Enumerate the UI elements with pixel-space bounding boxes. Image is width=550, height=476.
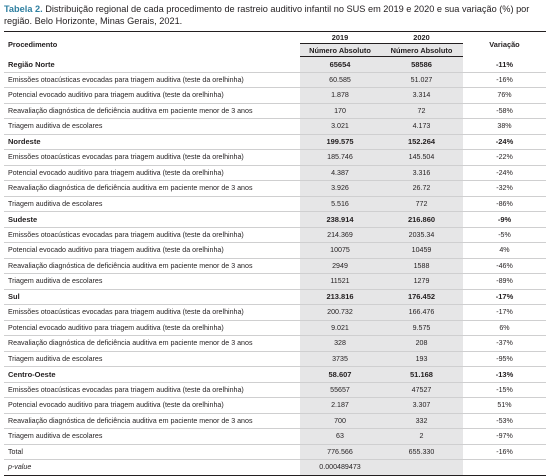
data-table	[4, 31, 546, 476]
value-2020-cell: 152.264	[380, 134, 463, 150]
value-2020-cell: 10459	[380, 243, 463, 259]
variation-cell: -17%	[463, 289, 546, 305]
variation-cell: -95%	[463, 351, 546, 367]
procedure-cell: Potencial evocado auditivo para triagem auditiva (teste da orelhinha)	[4, 320, 300, 336]
value-2019-cell: 3735	[300, 351, 380, 367]
procedure-cell: Triagem auditiva de escolares	[4, 274, 300, 290]
header-variation: Variação	[463, 32, 546, 57]
table-row	[4, 196, 546, 212]
table-row	[4, 72, 546, 88]
procedure-cell: Triagem auditiva de escolares	[4, 351, 300, 367]
value-2020-cell: 166.476	[380, 305, 463, 321]
procedure-cell: Emissões otoacústicas evocadas para triagem auditiva (teste da orelhinha)	[4, 227, 300, 243]
value-2019-cell: 3.021	[300, 119, 380, 135]
variation-cell: -17%	[463, 305, 546, 321]
value-2020-cell: 216.860	[380, 212, 463, 228]
value-2020-cell: 176.452	[380, 289, 463, 305]
procedure-cell: p-value	[4, 460, 300, 476]
total-row	[4, 444, 546, 460]
table-row	[4, 181, 546, 197]
value-2020-cell: 4.173	[380, 119, 463, 135]
variation-cell: 38%	[463, 119, 546, 135]
value-2020-cell: 3.307	[380, 398, 463, 414]
procedure-cell: Reavaliação diagnóstica de deficiência auditiva em paciente menor de 3 anos	[4, 181, 300, 197]
header-procedure: Procedimento	[4, 32, 300, 57]
value-2019-cell: 2.187	[300, 398, 380, 414]
value-2019-cell: 0.000489473	[300, 460, 380, 476]
variation-cell: -37%	[463, 336, 546, 352]
value-2020-cell: 2	[380, 429, 463, 445]
procedure-cell: Emissões otoacústicas evocadas para triagem auditiva (teste da orelhinha)	[4, 72, 300, 88]
value-2020-cell: 2035.34	[380, 227, 463, 243]
variation-cell: -22%	[463, 150, 546, 166]
value-2019-cell: 63	[300, 429, 380, 445]
value-2019-cell: 9.021	[300, 320, 380, 336]
value-2019-cell: 4.387	[300, 165, 380, 181]
procedure-cell: Potencial evocado auditivo para triagem auditiva (teste da orelhinha)	[4, 243, 300, 259]
header-year-2019: 2019	[300, 32, 380, 44]
procedure-cell: Triagem auditiva de escolares	[4, 429, 300, 445]
value-2019-cell: 214.369	[300, 227, 380, 243]
value-2019-cell: 328	[300, 336, 380, 352]
value-2019-cell: 199.575	[300, 134, 380, 150]
value-2020-cell: 145.504	[380, 150, 463, 166]
table-row	[4, 150, 546, 166]
value-2019-cell: 11521	[300, 274, 380, 290]
value-2020-cell: 655.330	[380, 444, 463, 460]
value-2020-cell: 1279	[380, 274, 463, 290]
procedure-cell: Emissões otoacústicas evocadas para triagem auditiva (teste da orelhinha)	[4, 150, 300, 166]
variation-cell: -16%	[463, 72, 546, 88]
value-2019-cell: 776.566	[300, 444, 380, 460]
table-row	[4, 429, 546, 445]
procedure-cell: Potencial evocado auditivo para triagem auditiva (teste da orelhinha)	[4, 165, 300, 181]
value-2019-cell: 2949	[300, 258, 380, 274]
table-row	[4, 413, 546, 429]
variation-cell: -9%	[463, 212, 546, 228]
value-2019-cell: 185.746	[300, 150, 380, 166]
table-row	[4, 351, 546, 367]
region-row	[4, 57, 546, 73]
table-body	[4, 57, 546, 476]
procedure-cell: Potencial evocado auditivo para triagem auditiva (teste da orelhinha)	[4, 398, 300, 414]
header-year-2020: 2020	[380, 32, 463, 44]
value-2019-cell: 3.926	[300, 181, 380, 197]
variation-cell: -97%	[463, 429, 546, 445]
procedure-cell: Triagem auditiva de escolares	[4, 119, 300, 135]
value-2019-cell: 10075	[300, 243, 380, 259]
variation-cell: 4%	[463, 243, 546, 259]
variation-cell: -13%	[463, 367, 546, 383]
procedure-cell: Total	[4, 444, 300, 460]
value-2020-cell: 9.575	[380, 320, 463, 336]
variation-cell: 6%	[463, 320, 546, 336]
value-2019-cell: 200.732	[300, 305, 380, 321]
value-2020-cell: 58586	[380, 57, 463, 73]
variation-cell: -53%	[463, 413, 546, 429]
table-row	[4, 88, 546, 104]
table-row	[4, 382, 546, 398]
value-2020-cell: 193	[380, 351, 463, 367]
procedure-cell: Reavaliação diagnóstica de deficiência auditiva em paciente menor de 3 anos	[4, 258, 300, 274]
variation-cell: -46%	[463, 258, 546, 274]
table-caption	[4, 3, 546, 27]
table-row	[4, 243, 546, 259]
table-row	[4, 103, 546, 119]
table-row	[4, 227, 546, 243]
variation-cell: -89%	[463, 274, 546, 290]
table-row	[4, 274, 546, 290]
table-row	[4, 320, 546, 336]
value-2019-cell: 238.914	[300, 212, 380, 228]
value-2020-cell: 3.316	[380, 165, 463, 181]
value-2019-cell: 60.585	[300, 72, 380, 88]
procedure-cell: Emissões otoacústicas evocadas para triagem auditiva (teste da orelhinha)	[4, 382, 300, 398]
value-2019-cell: 700	[300, 413, 380, 429]
value-2020-cell: 772	[380, 196, 463, 212]
region-row	[4, 212, 546, 228]
region-row	[4, 289, 546, 305]
header-absolute-2019: Número Absoluto	[300, 44, 380, 57]
variation-cell: -86%	[463, 196, 546, 212]
table-row	[4, 165, 546, 181]
procedure-cell: Triagem auditiva de escolares	[4, 196, 300, 212]
value-2019-cell: 55657	[300, 382, 380, 398]
variation-cell: 76%	[463, 88, 546, 104]
variation-cell	[463, 460, 546, 476]
p-value-row	[4, 460, 546, 476]
procedure-cell: Sudeste	[4, 212, 300, 228]
table-header	[4, 32, 546, 57]
value-2020-cell: 47527	[380, 382, 463, 398]
variation-cell: -24%	[463, 134, 546, 150]
value-2020-cell: 208	[380, 336, 463, 352]
procedure-cell: Reavaliação diagnóstica de deficiência auditiva em paciente menor de 3 anos	[4, 103, 300, 119]
procedure-cell: Reavaliação diagnóstica de deficiência auditiva em paciente menor de 3 anos	[4, 336, 300, 352]
table-caption-label: Tabela 2.	[4, 4, 43, 14]
table-row	[4, 398, 546, 414]
procedure-cell: Emissões otoacústicas evocadas para triagem auditiva (teste da orelhinha)	[4, 305, 300, 321]
header-absolute-2020: Número Absoluto	[380, 44, 463, 57]
value-2019-cell: 58.607	[300, 367, 380, 383]
value-2020-cell: 3.314	[380, 88, 463, 104]
procedure-cell: Centro-Oeste	[4, 367, 300, 383]
value-2019-cell: 170	[300, 103, 380, 119]
table-header-row	[4, 32, 546, 44]
table-row	[4, 305, 546, 321]
variation-cell: -11%	[463, 57, 546, 73]
value-2020-cell: 51.168	[380, 367, 463, 383]
variation-cell: -24%	[463, 165, 546, 181]
value-2020-cell: 26.72	[380, 181, 463, 197]
variation-cell: -5%	[463, 227, 546, 243]
table-row	[4, 258, 546, 274]
variation-cell: -32%	[463, 181, 546, 197]
value-2020-cell: 332	[380, 413, 463, 429]
variation-cell: -58%	[463, 103, 546, 119]
value-2020-cell	[380, 460, 463, 476]
region-row	[4, 134, 546, 150]
value-2020-cell: 72	[380, 103, 463, 119]
value-2019-cell: 65654	[300, 57, 380, 73]
variation-cell: 51%	[463, 398, 546, 414]
value-2020-cell: 1588	[380, 258, 463, 274]
region-row	[4, 367, 546, 383]
value-2019-cell: 213.816	[300, 289, 380, 305]
value-2019-cell: 5.516	[300, 196, 380, 212]
procedure-cell: Potencial evocado auditivo para triagem auditiva (teste da orelhinha)	[4, 88, 300, 104]
procedure-cell: Sul	[4, 289, 300, 305]
table-row	[4, 119, 546, 135]
procedure-cell: Reavaliação diagnóstica de deficiência auditiva em paciente menor de 3 anos	[4, 413, 300, 429]
value-2019-cell: 1.878	[300, 88, 380, 104]
procedure-cell: Nordeste	[4, 134, 300, 150]
value-2020-cell: 51.027	[380, 72, 463, 88]
table-caption-text: Distribuição regional de cada procedimento de rastreio auditivo infantil no SUS em 2019 e 2020 e sua variação (%) por região. Belo Horizonte, Minas Gerais, 2021.	[4, 4, 530, 26]
variation-cell: -16%	[463, 444, 546, 460]
table-row	[4, 336, 546, 352]
table-container	[4, 31, 546, 476]
procedure-cell: Região Norte	[4, 57, 300, 73]
variation-cell: -15%	[463, 382, 546, 398]
